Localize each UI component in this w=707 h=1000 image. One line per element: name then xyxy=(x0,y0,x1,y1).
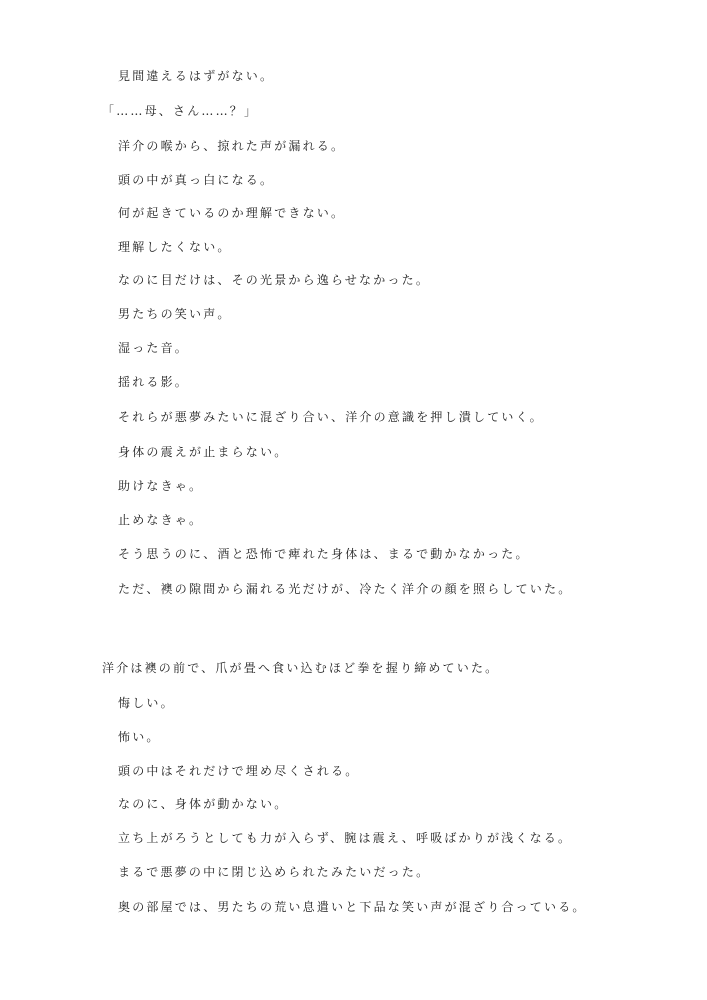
text-line: 身体の震えが止まらない。 xyxy=(118,445,289,459)
text-line: 見間違えるはずがない。 xyxy=(118,69,275,83)
text-line: なのに、身体が動かない。 xyxy=(118,797,289,811)
text-line: そう思うのに、酒と恐怖で痺れた身体は、まるで動かなかった。 xyxy=(118,547,530,561)
text-line: 立ち上がろうとしても力が入らず、腕は震え、呼吸ばかりが浅くなる。 xyxy=(118,831,573,845)
text-line: それらが悪夢みたいに混ざり合い、洋介の意識を押し潰していく。 xyxy=(118,410,544,424)
text-line: 止めなきゃ。 xyxy=(118,513,204,527)
text-line: 助けなきゃ。 xyxy=(118,479,204,493)
text-line: 頭の中はそれだけで埋め尽くされる。 xyxy=(118,764,360,778)
text-line: 悔しい。 xyxy=(118,696,175,710)
text-line: なのに目だけは、その光景から逸らせなかった。 xyxy=(118,273,431,287)
text-line: 湿った音。 xyxy=(118,341,190,355)
text-line: 頭の中が真っ白になる。 xyxy=(118,173,275,187)
text-line: 男たちの笑い声。 xyxy=(118,307,232,321)
text-line: 何が起きているのか理解できない。 xyxy=(118,206,346,220)
text-line: 理解したくない。 xyxy=(118,240,232,254)
dialogue-line: 「……母、さん……？」 xyxy=(102,104,259,118)
text-line: 奥の部屋では、男たちの荒い息遣いと下品な笑い声が混ざり合っている。 xyxy=(118,900,587,914)
text-line: 洋介は襖の前で、爪が畳へ食い込むほど拳を握り締めていた。 xyxy=(102,661,500,675)
text-line: ただ、襖の隙間から漏れる光だけが、冷たく洋介の顔を照らしていた。 xyxy=(118,582,573,596)
text-line: 洋介の喉から、掠れた声が漏れる。 xyxy=(118,139,346,153)
text-line: 揺れる影。 xyxy=(118,375,190,389)
text-line: 怖い。 xyxy=(118,730,161,744)
text-line: まるで悪夢の中に閉じ込められたみたいだった。 xyxy=(118,865,431,879)
